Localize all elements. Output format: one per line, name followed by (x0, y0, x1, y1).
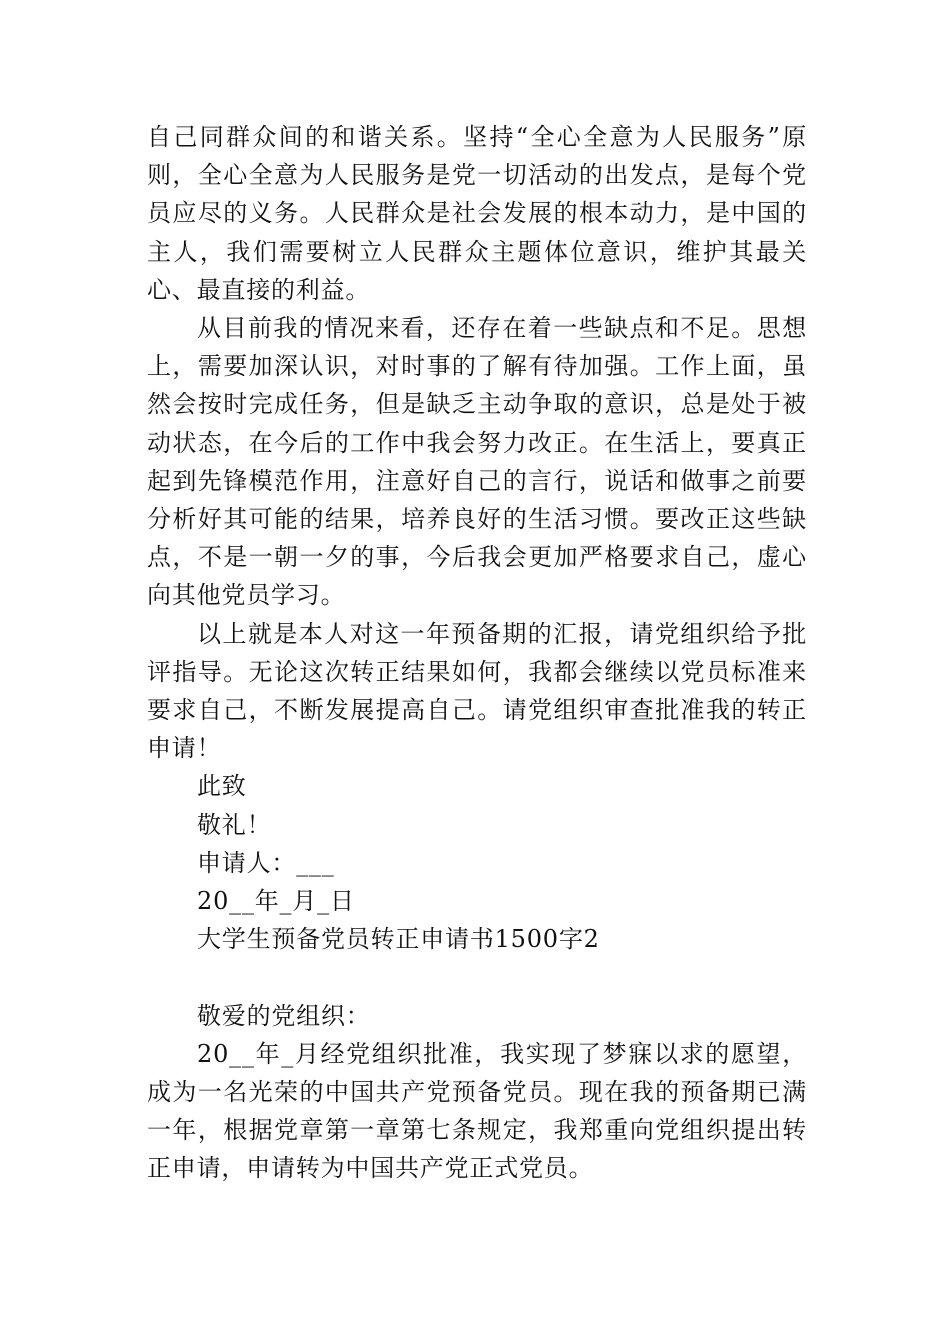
document-page (147, 118, 807, 1188)
paragraph-3: 以上就是本人对这一年预备期的汇报，请党组织给予批评指导。无论这次转正结果如何，我都会继续以党员标准来要求自己，不断发展提高自己。请党组织审查批准我的转正申请！ (147, 619, 807, 763)
paragraph-1: 自己同群众间的和谐关系。坚持“全心全意为人民服务”原则，全心全意为人民服务是党一切活动的出发点，是每个党员应尽的义务。人民群众是社会发展的根本动力，是中国的主人，我们需要树立人民群众主题体位意识，维护其最关心、最直接的利益。 (147, 123, 807, 304)
salutation: 敬爱的党组织： (197, 1001, 371, 1030)
section-heading: 大学生预备党员转正申请书1500字2 (197, 925, 600, 954)
applicant-line: 申请人：___ (197, 848, 335, 877)
paragraph-2: 从目前我的情况来看，还存在着一些缺点和不足。思想上，需要加深认识，对时事的了解有待加强。工作上面，虽然会按时完成任务，但是缺乏主动争取的意识，总是处于被动状态，在今后的工作中我会努力改正。在生活上，要真正起到先锋模范作用，注意好自己的言行，说话和做事之前要分析好其可能的结果，培养良好的生活习惯。要改正这些缺点，不是一朝一夕的事，今后我会更加严格要求自己，虚心向其他党员学习。 (147, 314, 807, 610)
closing-greeting: 此致 (197, 772, 247, 801)
date-line: 20__年_月_日 (197, 887, 355, 916)
blank-line (147, 958, 807, 996)
closing-salute: 敬礼！ (197, 810, 272, 839)
paragraph-4: 20__年_月经党组织批准，我实现了梦寐以求的愿望，成为一名光荣的中国共产党预备党员。现在我的预备期已满一年，根据党章第一章第七条规定，我郑重向党组织提出转正申请，申请转为中国共产党正式党员。 (147, 1039, 807, 1183)
